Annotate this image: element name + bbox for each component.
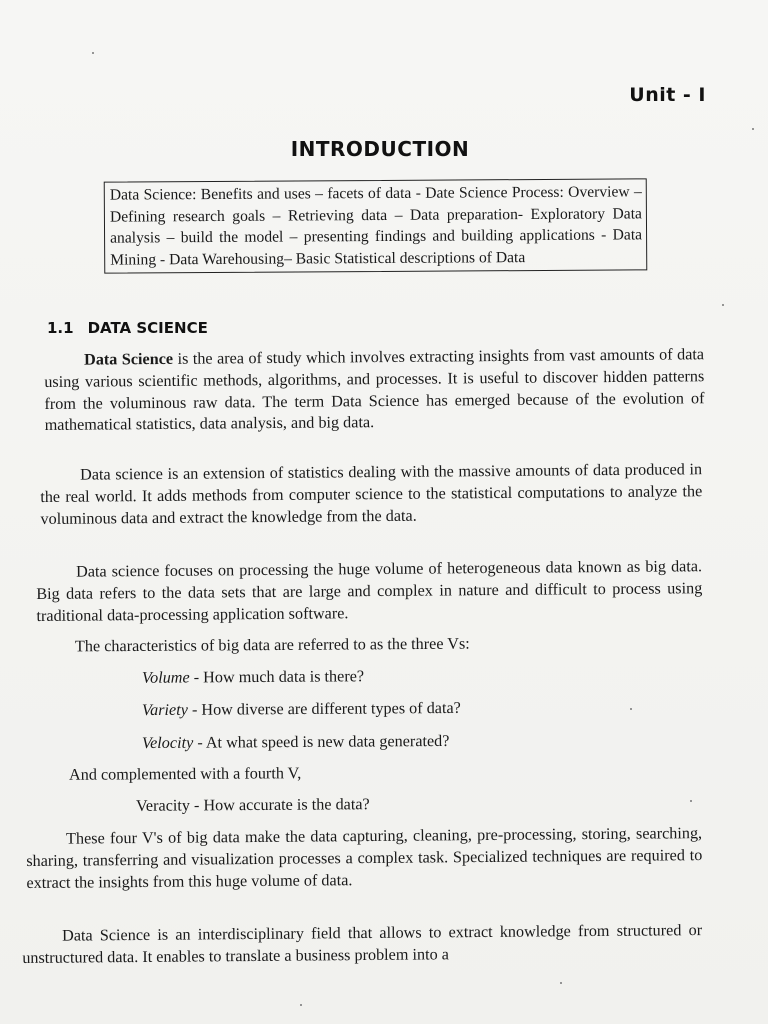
fourth-v-intro: And complemented with a fourth V, <box>68 764 302 784</box>
scan-speck <box>92 52 94 54</box>
page-title: INTRODUCTION <box>290 137 470 161</box>
section-number: 1.1 <box>47 319 74 337</box>
v-desc: - How much data is there? <box>189 667 365 687</box>
v-item-volume <box>142 667 364 688</box>
v-term: Volume <box>141 668 190 687</box>
three-vs-intro: The characteristics of big data are referred to as the three Vs: <box>74 634 470 656</box>
paragraph-1-text: is the area of study which involves extracting insights from vast amounts of data using various scientific methods, algorithms, and processes. It is useful to discover hidden patterns from the voluminous raw data. The term Data Science has emerged because of the evolution of mathematical statistics, data analysis, and big data. <box>44 345 705 435</box>
v-term: Variety <box>141 700 188 720</box>
paragraph-4: These four V's of big data make the data capturing, cleaning, pre-processing, storing, searching, sharing, transferring and visualization processes a complex task. Specialized techniques are required to extract the insights from this huge volume of data. <box>26 824 703 892</box>
paragraph-5: Data Science is an interdisciplinary field that allows to extract knowledge from structured or unstructured data. It enables to translate a business problem into a <box>22 921 703 967</box>
unit-label: Unit - I <box>629 84 706 106</box>
syllabus-box: Data Science: Benefits and uses – facets of data - Date Science Process: Overview – Defining research goals – Retrieving data – Data preparation- Exploratory Data analysis – build the model – presenting findings and building applications - Data Mining - Data Warehousing– Basic Statistical descriptions of Data <box>104 178 648 273</box>
v-desc: - How diverse are different types of data? <box>187 698 461 719</box>
scan-speck <box>630 708 632 710</box>
scan-speck <box>752 128 754 130</box>
paragraph-2: Data science is an extension of statistics dealing with the massive amounts of data produced in the real world. It adds methods from computer science to the statistical computations to analyze the voluminous data and extract the knowledge from the data. <box>40 460 703 528</box>
section-title: DATA SCIENCE <box>87 319 208 337</box>
scan-speck <box>722 304 724 306</box>
paragraph-3: Data science focuses on processing the huge volume of heterogeneous data known as big data. Big data refers to the data sets that are large and complex in nature and difficult to process using traditional data-processing application software. <box>36 557 703 625</box>
v-item-variety <box>142 699 461 720</box>
fourth-v: Veracity - How accurate is the data? <box>135 795 370 815</box>
paragraph-1-term: Data Science <box>84 349 174 369</box>
scan-speck <box>690 800 692 802</box>
scan-speck <box>560 982 562 984</box>
v-item-velocity <box>142 732 450 753</box>
v-term: Velocity <box>141 733 194 753</box>
v-desc: - At what speed is new data generated? <box>193 731 450 752</box>
scan-speck <box>300 1004 302 1006</box>
paragraph-1 <box>44 344 705 437</box>
section-heading <box>47 319 208 337</box>
